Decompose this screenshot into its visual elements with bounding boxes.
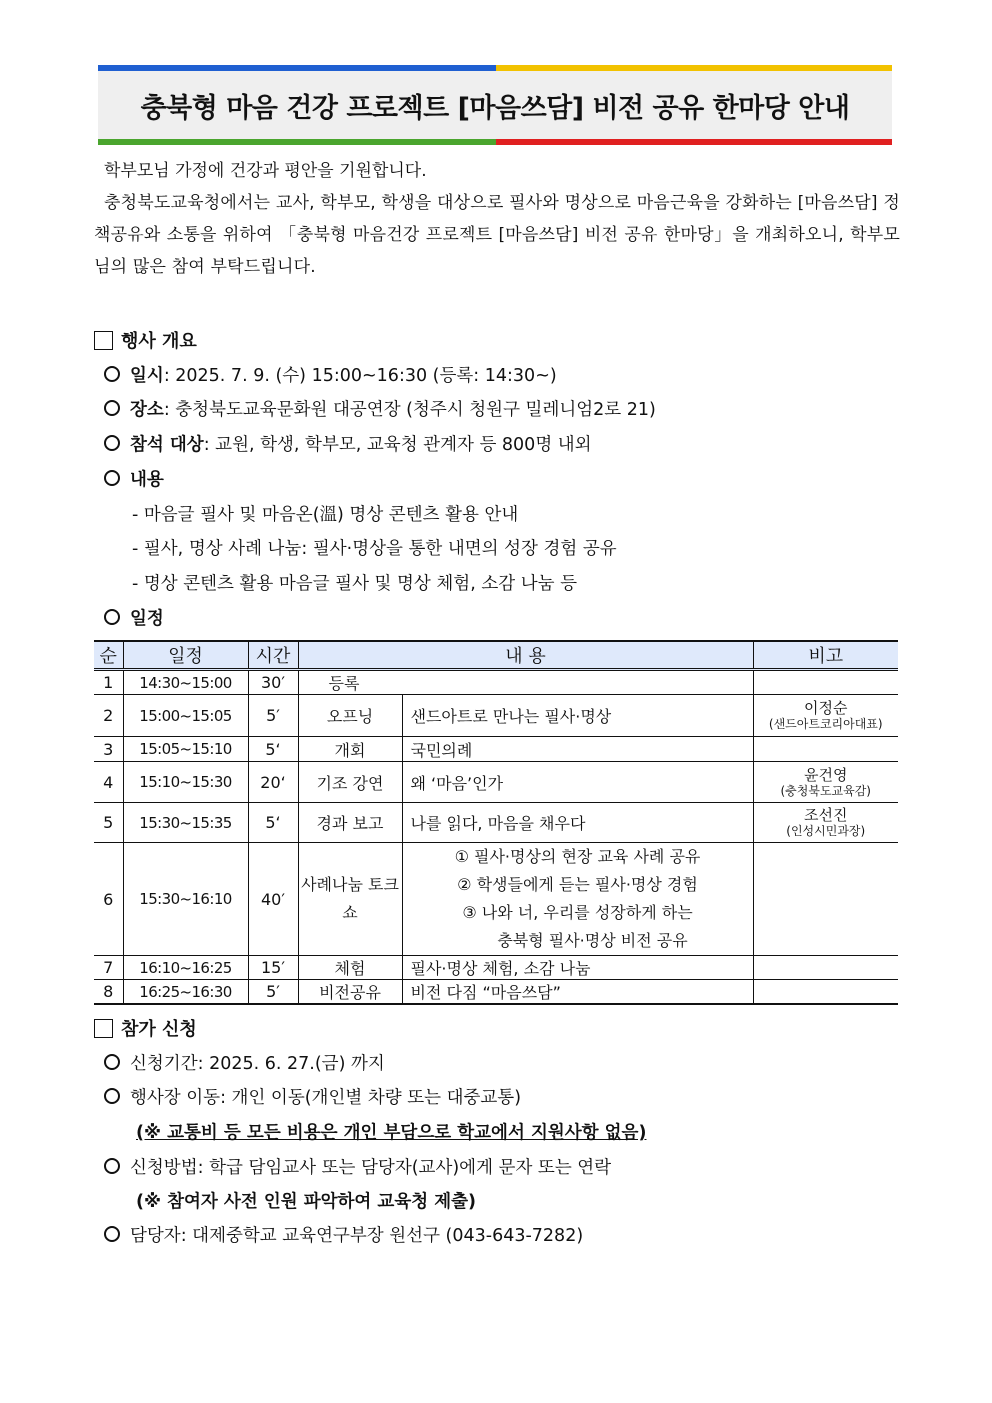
col-header-no: 순 xyxy=(94,641,123,670)
col-header-duration: 시간 xyxy=(248,641,298,670)
square-bullet-icon xyxy=(94,331,113,350)
circle-bullet-icon xyxy=(104,1054,120,1070)
circle-bullet-icon xyxy=(104,435,120,451)
col-header-content: 내 용 xyxy=(298,641,753,670)
overview-date: 일시: 2025. 7. 9. (수) 15:00~16:30 (등록: 14:30~) xyxy=(104,362,557,387)
circle-bullet-icon xyxy=(104,1088,120,1104)
content-item: - 마음글 필사 및 마음온(溫) 명상 콘텐츠 활용 안내 xyxy=(132,505,519,525)
table-row: 5 15:30~15:35 5‘ 경과 보고 나를 읽다, 마음을 채우다 조선진 (인성시민과장) xyxy=(94,803,898,843)
title-banner xyxy=(98,65,892,145)
circle-bullet-icon xyxy=(104,1226,120,1242)
circle-bullet-icon xyxy=(104,470,120,486)
transport-note: (※ 교통비 등 모든 비용은 개인 부담으로 학교에서 지원사항 없음) xyxy=(136,1123,647,1143)
circle-bullet-icon xyxy=(104,1158,120,1174)
square-bullet-icon xyxy=(94,1019,113,1038)
intro-greeting: 학부모님 가정에 건강과 평안을 기원합니다. xyxy=(104,161,427,181)
table-row: 7 16:10~16:25 15′ 체험 필사·명상 체험, 소감 나눔 xyxy=(94,956,898,980)
schedule-table xyxy=(94,640,898,1005)
overview-heading: 행사 개요 xyxy=(94,327,197,353)
registration-transport: 행사장 이동: 개인 이동(개인별 차량 또는 대중교통) xyxy=(104,1084,521,1109)
registration-contact: 담당자: 대제중학교 교육연구부장 원선구 (043-643-7282) xyxy=(104,1222,583,1247)
col-header-time: 일정 xyxy=(123,641,248,670)
table-row: 4 15:10~15:30 20‘ 기조 강연 왜 ‘마음’인가 윤건영 (충청북도교육감) xyxy=(94,762,898,803)
overview-target: 참석 대상: 교원, 학생, 학부모, 교육청 관계자 등 800명 내외 xyxy=(104,431,592,456)
registration-method: 신청방법: 학급 담임교사 또는 담당자(교사)에게 문자 또는 연락 xyxy=(104,1154,611,1179)
method-note: (※ 참여자 사전 인원 파악하여 교육청 제출) xyxy=(136,1192,477,1212)
circle-bullet-icon xyxy=(104,400,120,416)
title-bottom-stripe xyxy=(98,139,892,145)
page-title: 충북형 마음 건강 프로젝트 [마음쓰담] 비전 공유 한마당 안내 xyxy=(140,92,850,124)
overview-content: 내용 xyxy=(104,466,164,491)
table-row: 1 14:30~15:00 30′ 등록 xyxy=(94,670,898,695)
circle-bullet-icon xyxy=(104,609,120,625)
intro-body: 충청북도교육청에서는 교사, 학부모, 학생을 대상으로 필사와 명상으로 마음근육을 강화하는 [마음쓰담] 정책공유와 소통을 위하여 「충북형 마음건강 프로젝트 [마음쓰담] 비전 공유 한마당」을 개최하오니, 학부모님의 많은 참여 부탁드립니다. xyxy=(94,193,900,277)
content-item: - 명상 콘텐츠 활용 마음글 필사 및 명상 체험, 소감 나눔 등 xyxy=(132,574,577,594)
circle-bullet-icon xyxy=(104,366,120,382)
registration-heading: 참가 신청 xyxy=(94,1015,197,1041)
table-row: 2 15:00~15:05 5′ 오프닝 샌드아트로 만나는 필사·명상 이정순 (샌드아트코리아대표) xyxy=(94,695,898,737)
registration-period: 신청기간: 2025. 6. 27.(금) 까지 xyxy=(104,1050,385,1075)
table-row: 3 15:05~15:10 5‘ 개회 국민의례 xyxy=(94,737,898,762)
overview-schedule: 일정 xyxy=(104,605,164,630)
table-row: 6 15:30~16:10 40′ 사례나눔 토크쇼 ① 필사·명상의 현장 교육 사례 공유 ② 학생들에게 듣는 필사·명상 경험 ③ 나와 너, 우리를 성장하게 하는 충북형 필사·명상 비전 공유 xyxy=(94,843,898,956)
table-header-row xyxy=(94,641,898,670)
table-row: 8 16:25~16:30 5′ 비전공유 비전 다짐 “마음쓰담” xyxy=(94,980,898,1005)
col-header-note: 비고 xyxy=(753,641,898,670)
content-item: - 필사, 명상 사례 나눔: 필사·명상을 통한 내면의 성장 경험 공유 xyxy=(132,539,617,559)
overview-place: 장소: 충청북도교육문화원 대공연장 (청주시 청원구 밀레니엄2로 21) xyxy=(104,396,656,421)
